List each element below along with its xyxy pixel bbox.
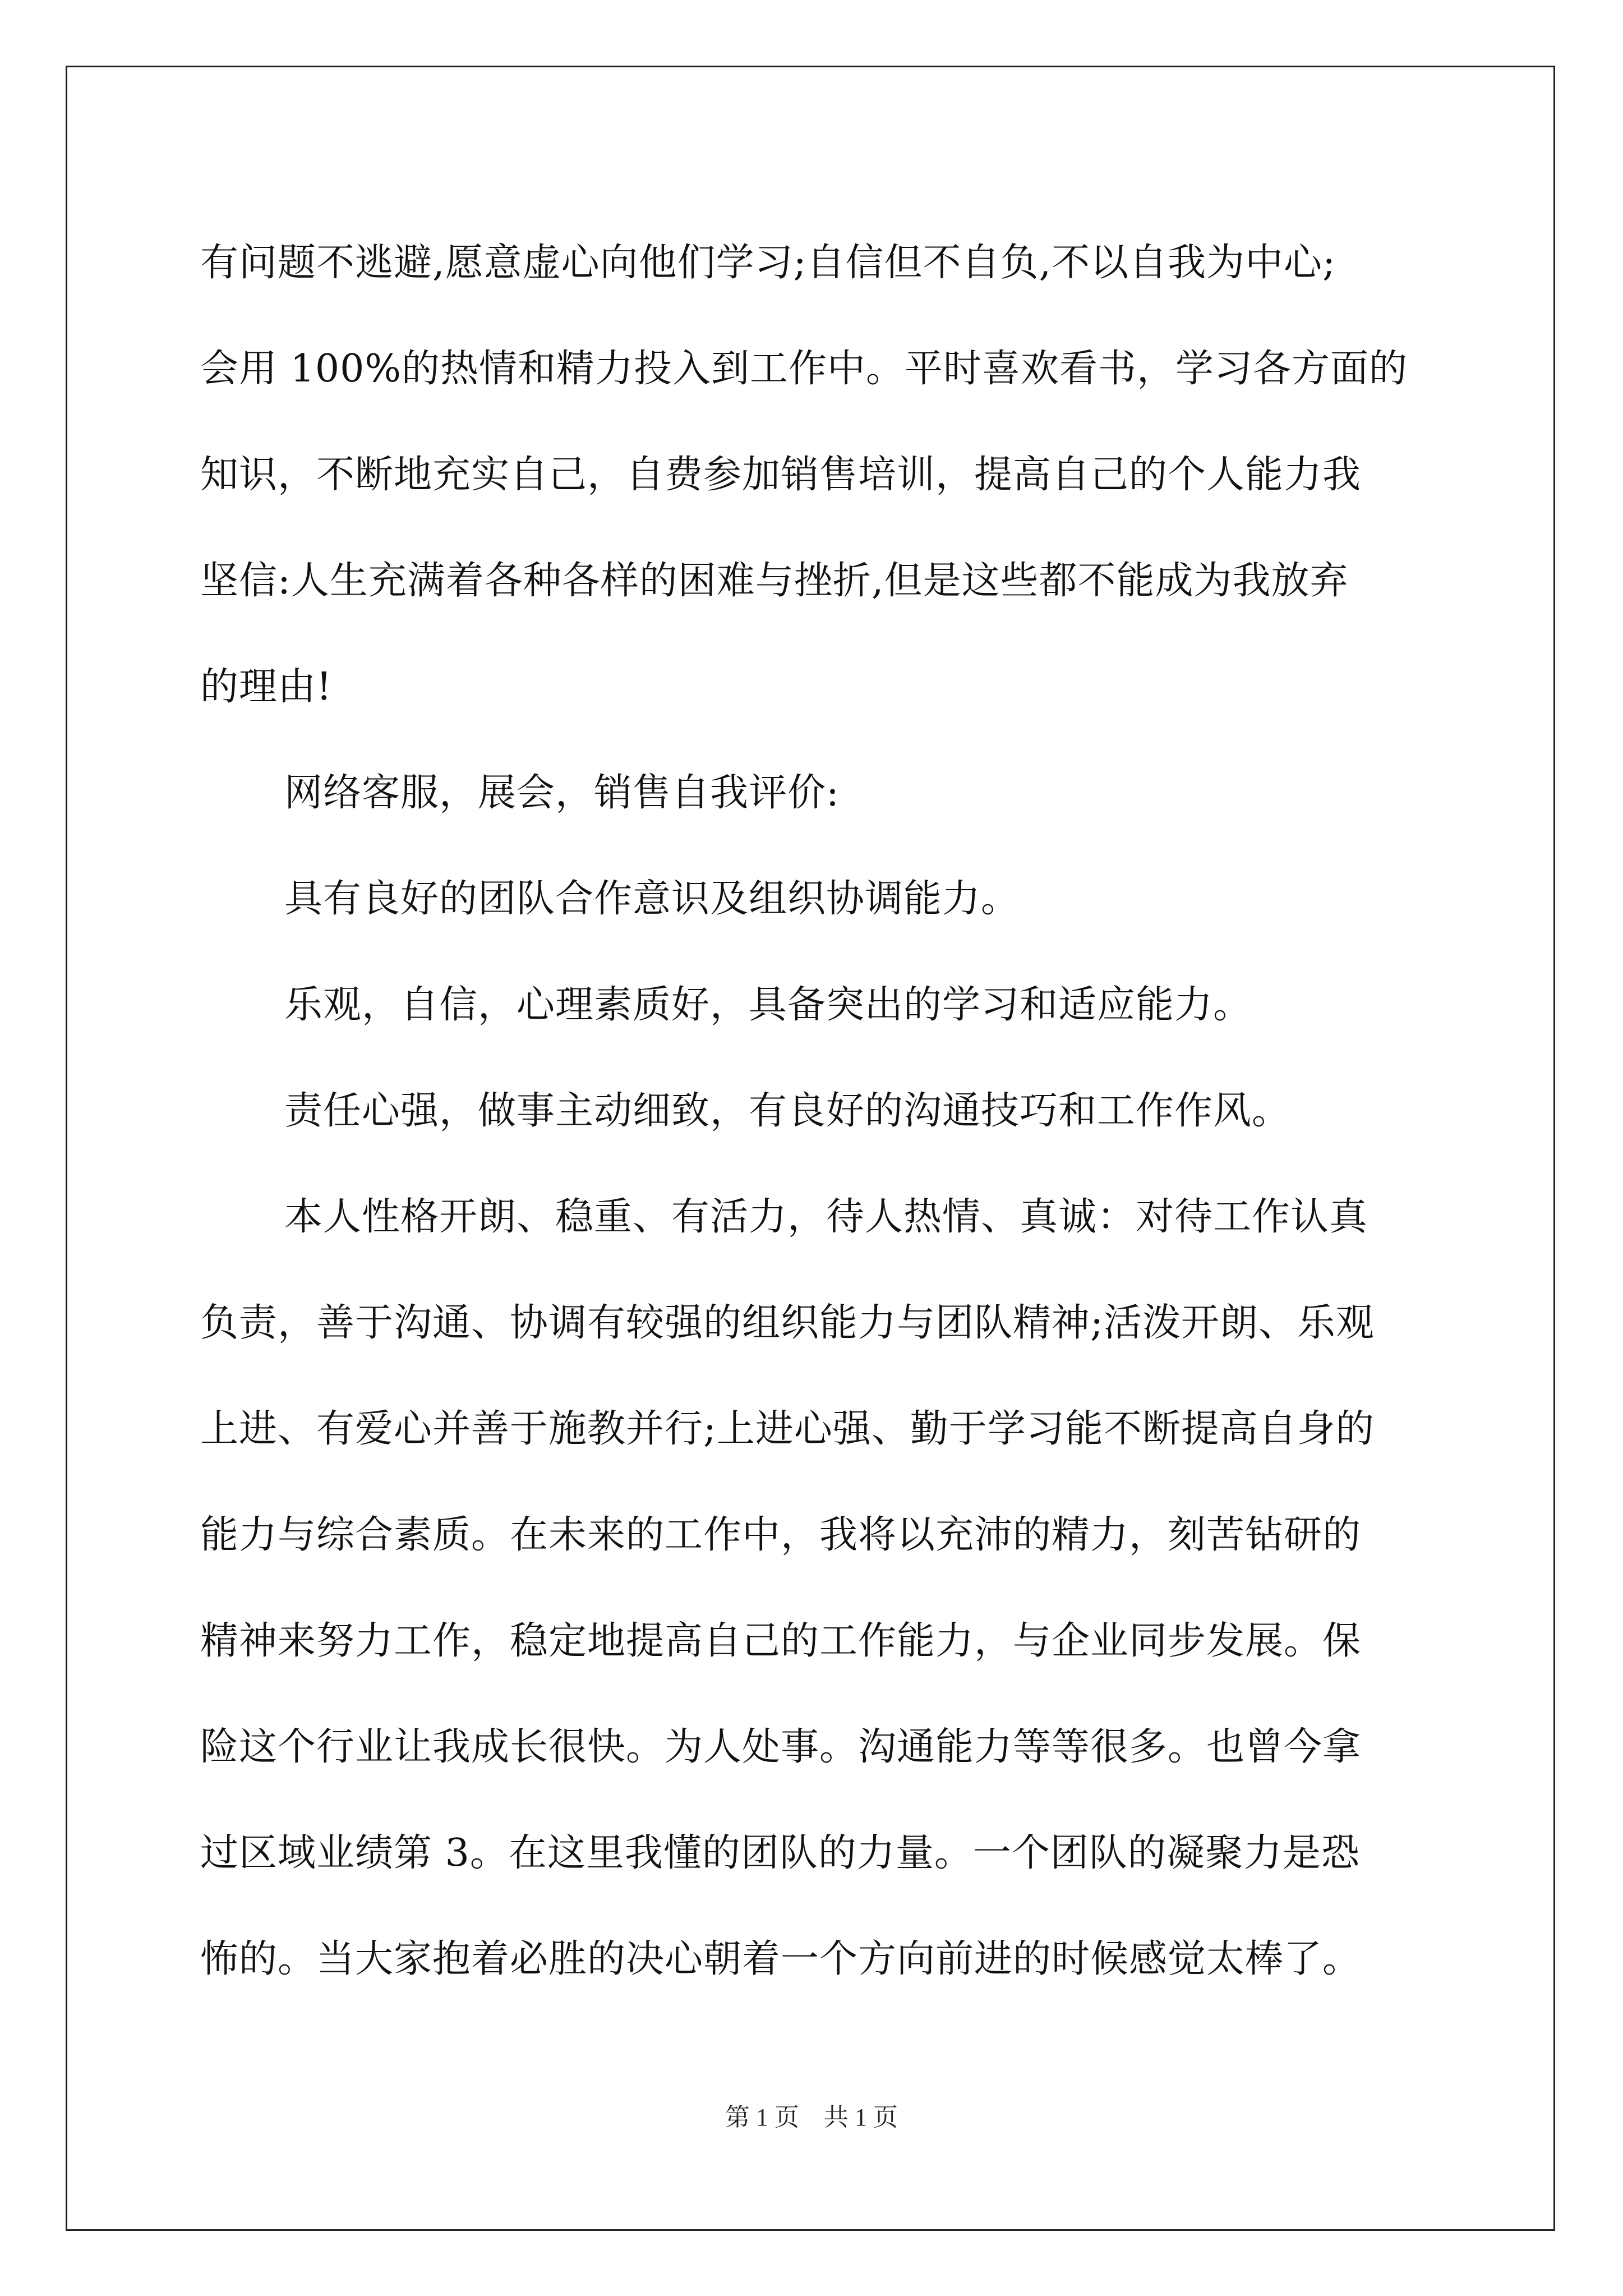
text-line-16: 过区域业绩第 3。在这里我懂的团队的力量。一个团队的凝聚力是恐 xyxy=(200,1831,1360,1875)
document-body xyxy=(200,210,1437,2012)
text-line-15: 险这个行业让我成长很快。为人处事。沟通能力等等很多。也曾今拿 xyxy=(200,1725,1362,1769)
page-number: 第 1 页 共 1 页 xyxy=(725,2104,898,2131)
text-line-10: 本人性格开朗、稳重、有活力，待人热情、真诚：对待工作认真 xyxy=(284,1195,1368,1239)
text-line-9: 责任心强，做事主动细致，有良好的沟通技巧和工作作风。 xyxy=(284,1089,1291,1133)
text-line-17: 怖的。当大家抱着必胜的决心朝着一个方向前进的时候感觉太棒了。 xyxy=(200,1937,1362,1981)
text-line-11: 负责，善于沟通、协调有较强的组织能力与团队精神;活泼开朗、乐观 xyxy=(200,1301,1375,1345)
text-line-1: 有问题不逃避,愿意虚心向他们学习;自信但不自负,不以自我为中心; xyxy=(200,241,1336,285)
text-line-7: 具有良好的团队合作意识及组织协调能力。 xyxy=(284,877,1020,921)
text-line-4: 坚信:人生充满着各种各样的困难与挫折,但是这些都不能成为我放弃 xyxy=(200,559,1349,603)
text-line-13: 能力与综合素质。在未来的工作中，我将以充沛的精力，刻苦钻研的 xyxy=(200,1513,1362,1557)
text-line-3: 知识，不断地充实自己，自费参加销售培训，提高自己的个人能力我 xyxy=(200,453,1362,497)
text-line-8: 乐观，自信，心理素质好，具备突出的学习和适应能力。 xyxy=(284,983,1252,1027)
text-line-2: 会用 100%的热情和精力投入到工作中。平时喜欢看书，学习各方面的 xyxy=(200,347,1408,391)
text-line-12: 上进、有爱心并善于施教并行;上进心强、勤于学习能不断提高自身的 xyxy=(200,1407,1375,1451)
section-heading: 网络客服，展会，销售自我评价: xyxy=(284,771,840,815)
text-line-5: 的理由! xyxy=(200,665,333,709)
text-line-14: 精神来努力工作，稳定地提高自己的工作能力，与企业同步发展。保 xyxy=(200,1619,1362,1663)
